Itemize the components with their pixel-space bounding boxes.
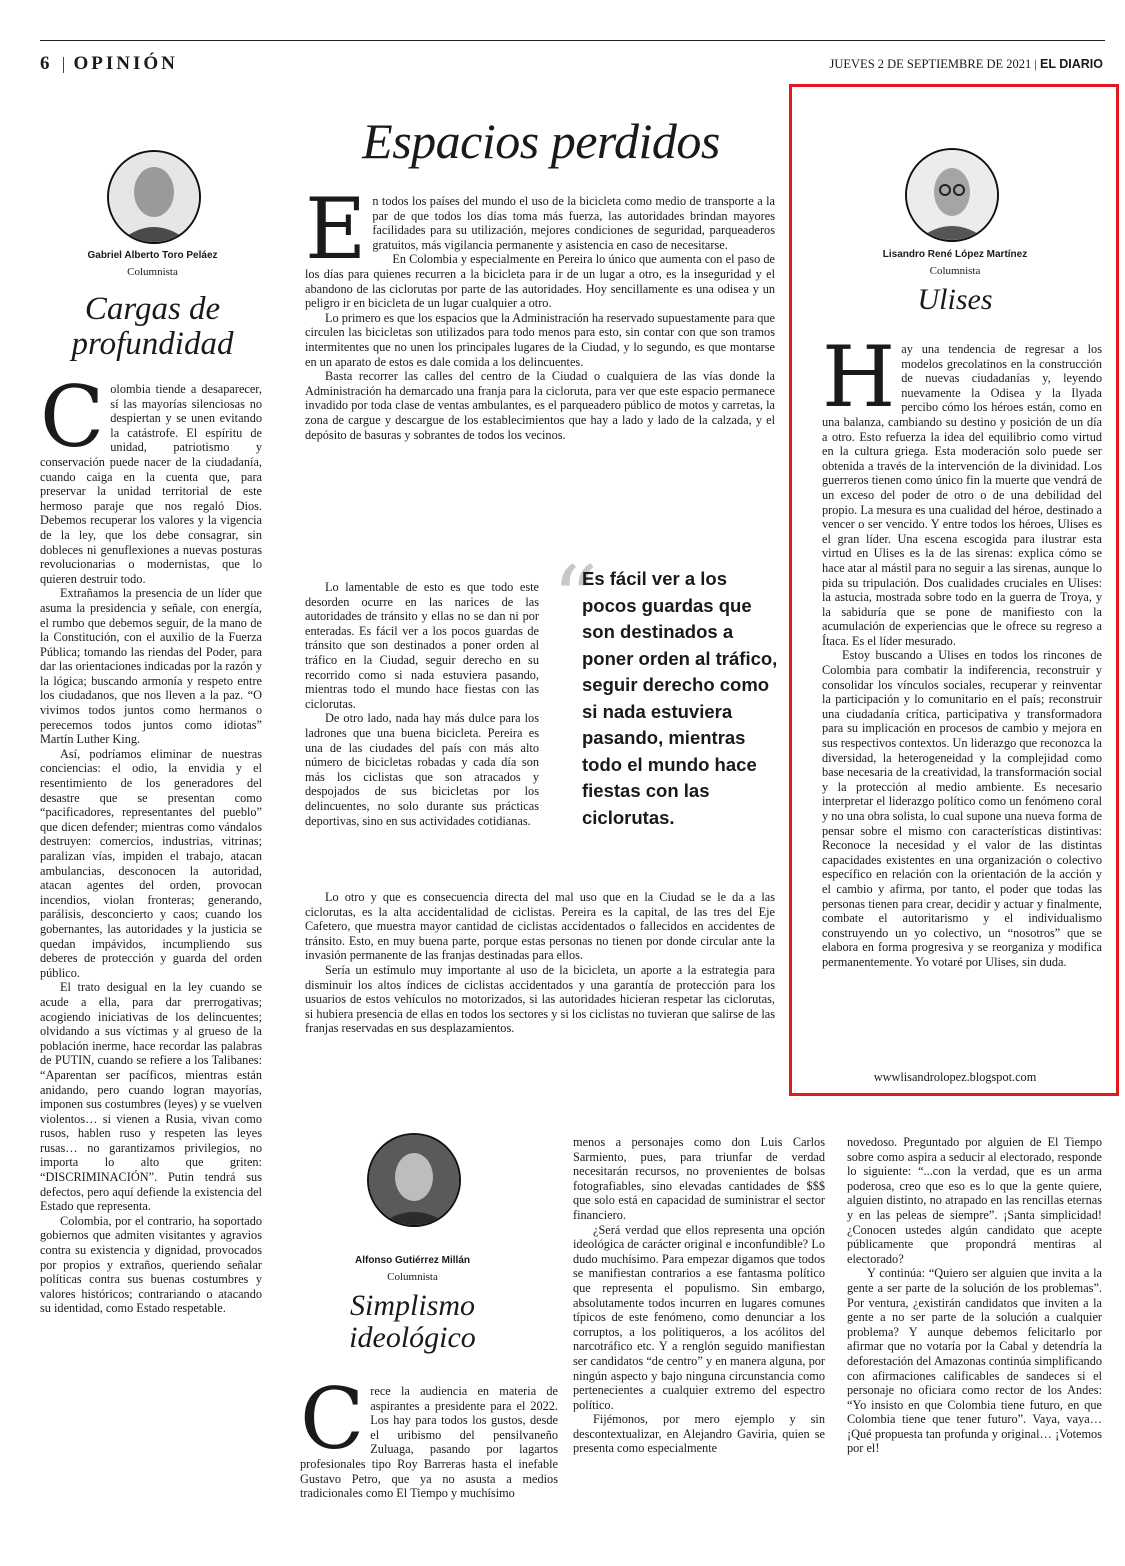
- bottom-article-col3: [847, 1135, 1102, 1456]
- bottom-col1-text: rece la audiencia en materia de aspirantes a presidente para el 2022. Los hay para todos los gustos, desde el uribismo del pensilvaneño Zuluaga, pasando por lagartos profesionales tipo Roy Barreras hasta el inefable Gustavo Petro, que ya no asusta a medios tradicionales como El Tiempo y muchísimo: [300, 1384, 558, 1501]
- column-title-bottom-line1: Simplismo: [349, 1289, 475, 1322]
- newspaper-name: EL DIARIO: [1040, 57, 1103, 71]
- author-role-right: Columnista: [929, 265, 981, 277]
- column-title-bottom-line2: ideológico: [349, 1320, 476, 1354]
- top-rule: [40, 40, 1105, 41]
- bottom-col2-paragraph-1: menos a personajes como don Luis Carlos Sarmiento, pues, para triunfar de verdad necesitarán recursos, no provenientes de bolsas fotografiables, sino elevadas cantidades de $$$ que solo está en capacidad de suministrar el sector financiero.: [573, 1135, 825, 1222]
- main-article-top: [305, 180, 775, 442]
- page-header-left: [40, 53, 178, 75]
- center-paragraph-5: Lo lamentable de esto es que todo este desorden ocurre en las narices de las autoridades de tránsito y ellas no se dan ni por enteradas. Es fácil ver a los pocos guardas de tránsito que son destinados a poner orden al tráfico en la Ciudad, seguir derecho en su recorrido como si nada estuviera pasando, mientras todo el mundo hace fiestas con las ciclorutas.: [305, 580, 539, 711]
- issue-date: JUEVES 2 DE SEPTIEMBRE DE 2021: [829, 57, 1032, 71]
- column-body-left: [40, 368, 262, 1316]
- main-headline: Espacios perdidos: [362, 113, 720, 169]
- author-portrait-icon: [109, 152, 199, 242]
- section-name: OPINIÓN: [73, 53, 178, 74]
- column-title-left-line2: profundidad: [71, 325, 234, 362]
- right-paragraph-1: ay una tendencia de regresar a los modelos grecolatinos en la construcción de nuevas ciudadanías y, leyendo nuevamente la Odisea y la Ilyada percibo cómo los héroes están, como en una balanza, cambiando su destino y posición de un día a otro. Esto refuerza la idea del equilibrio como virtud en la cultura griega. Esta moderación solo puede ser obtenida a través de la intervención de la divinidad. Los guerreros tienen como único fin la muerte que vendrá de un exceso del poder de otro o de una debilidad del propio. La mesura es una cualidad del héroe, destinado a vencer o ser vencido. Y entre todos los héroes, Ulises es el gran líder. Una escena escogida para ilustrar esta virtud en Ulises es la de las sirenas: explica cómo se hace atar al mástil para no seguir a las sirenas, aunque lo pida su tripulación. Dos cualidades cruciales en Ulises: la astucia, mostrada sobre todo en la guerra de Troya, y la sabiduría que se pone de manifiesto con la acumulación de experiencias que le ofrece su regreso a Ítaca. Es el líder mesurado.: [822, 342, 1102, 648]
- bottom-col3-paragraph-1: novedoso. Preguntado por alguien de El Tiempo sobre como aspira a seducir al electorado, responde lo siguiente: “...con la verdad, que es un arma poderosa, creo que eso es lo que la gente quiere, alguien distinto, no atrapado en las rencillas eternas y en las peleas de siempre”. ¡Santa simplicidad! ¿Conocen ustedes algún candidato que acepte públicamente que propondrá mentiras al electorado?: [847, 1135, 1102, 1266]
- author-photo-bottom: [367, 1133, 461, 1227]
- author-role-left: Columnista: [127, 266, 178, 278]
- author-portrait-icon: [907, 150, 997, 240]
- dropcap-center: E: [305, 180, 367, 278]
- author-role-bottom: Columnista: [387, 1271, 438, 1283]
- dropcap-bottom: C: [300, 1370, 365, 1468]
- author-website: wwwlisandrolopez.blogspot.com: [873, 1070, 1037, 1084]
- author-name-right: Lisandro René López Martínez: [882, 249, 1028, 260]
- author-photo-right: [905, 148, 999, 242]
- column-title-bottom: [300, 1290, 525, 1353]
- left-paragraph-2: Extrañamos la presencia de un líder que asuma la presidencia y señale, con energía, el rumbo que debemos seguir, de la mano de la Constitución, con el auxilio de la Fuerza Pública; tomando las riendas del Poder, para dar las orientaciones indicadas por la razón y la lógica; buscando armonía y respeto entre los ciudadanos, que nos lleven a la paz. “O vivimos todos juntos como hermanos o perecemos todos juntos como idiotas” Martín Luther King.: [40, 586, 262, 747]
- dropcap-left: C: [40, 368, 105, 466]
- center-paragraph-8: Sería un estímulo muy importante al uso de la bicicleta, un aporte a la estrategia para disminuir los altos índices de ciclistas accidentados y una garantía de protección para los usuarios de estos vehículos no motorizados, si las autoridades hicieran respetar las ciclorutas, si hubiera presencia de ellas en todos los sectores y si los ciclistas no tuvieran que salirse de las franjas reservadas en sus desplazamientos.: [305, 962, 775, 1036]
- center-paragraph-4: Basta recorrer las calles del centro de la Ciudad o cualquiera de las vías donde la Administración ha demarcado una franja para la cicloruta, para ver que este espacio permanece invadido por toda clase de ventas ambulantes, es el parqueadero público de motos y carretas, la zona de cargue y descargue de los establecimientos que hay a lado y lado de la calzada, y el depósito de basuras y sobrantes de todos los vecinos.: [305, 369, 775, 442]
- left-paragraph-5: Colombia, por el contrario, ha soportado gobiernos que admiten visitantes y agravios contra su existencia y dignidad, provocados por propios y extraños, queriendo señalar políticas contra sus buenas costumbres y valores históricos; contrariando o atacando su identidad, como Estado respetable.: [40, 1213, 262, 1316]
- center-paragraph-7: Lo otro y que es consecuencia directa del mal uso que en la Ciudad se le da a las ciclorutas, es la alta accidentalidad de ciclistas. Pereira es la capital, de las tres del Eje Cafetero, que muestra mayor cantidad de ciclistas accidentados o fallecidos en accidentes de tránsito. Esto, en muy buena parte, porque estas personas no tienen por donde circular ante la invasión permanente de las franjas destinadas para ellos.: [305, 890, 775, 963]
- header-separator: [63, 57, 64, 73]
- page-header-right: JUEVES 2 DE SEPTIEMBRE DE 2021 | EL DIARIO: [829, 57, 1103, 71]
- bottom-col2-paragraph-3: Fijémonos, por mero ejemplo y sin descontextualizar, en Alejandro Gaviria, quien se presenta como especialmente: [573, 1412, 825, 1456]
- column-title-left-line1: Cargas de: [84, 291, 221, 327]
- right-paragraph-2: Estoy buscando a Ulises en todos los rincones de Colombia para combatir la indiferencia, reconstruir y consolidar los vínculos sociales, recuperar y reinventar la participación y lo comunitario en el país; reconstruir una ciudadanía crítica, participativa y transformadora para su implicación en procesos de cambio y mejora en sus respectivos contextos. Un liderazgo que reconozca la diversidad, la heterogeneidad y la complejidad como base necesaria de la creatividad, la transformación social y la protección al medio ambiente. Es necesario interpretar el liderazgo político como un fenómeno coral y no una obra solista, lo cual supone una nueva forma de pensar sobre el mismo con características distintivas: Reconoce la necesidad y el valor de las distintas capacidades existentes en una organización o colectivo específico en relación con la orientación de la acción y el cambio y afirma, por tanto, el poder que todas las personas tienen para crear, decidir y actuar y finalmente, combate el autoritarismo y el individualismo construyendo un yo colectivo, un “nosotros” que se elabora en forma progresiva y se reorganiza y modifica permanentemente. Yo votaré por Ulises, sin duda.: [822, 648, 1102, 969]
- author-name-bottom: Alfonso Gutiérrez Millán: [354, 1255, 470, 1266]
- main-article-narrow: [305, 580, 539, 828]
- column-body-right: [822, 328, 1102, 970]
- column-title-left: [40, 292, 265, 361]
- bottom-col2-paragraph-2: ¿Será verdad que ellos representa una opción ideológica de carácter original e inconfundible? Lo dudo muchísimo. Para empezar digamos que todos se manifiestan contrarios a ese fantasma político que representa el populismo. Sin embargo, absolutamente todos incurren en lugares comunes típicos de este fenómeno, como denunciar a los corruptos, a los politiqueros, a los acólitos del narcotráfico etc. Y a renglón seguido manifiestan ser candidatos “de centro” y en manera alguna, por ningún aspecto y bajo ninguna circunstancia como pertenecientes a cualquier extremo del espectro político.: [573, 1222, 825, 1412]
- center-paragraph-2: En Colombia y especialmente en Pereira lo único que aumenta con el paso de los días para quienes recurren a la bicicleta para ir de un lugar a otro, es la inseguridad y el abandono de las ciclorutas por parte de las autoridades. Hoy sencillamente es una odisea y un peligro ir en bicicleta de un lugar cualquier a otro.: [305, 252, 775, 311]
- author-portrait-icon: [369, 1135, 459, 1225]
- bottom-article-col1: [300, 1370, 558, 1501]
- left-paragraph-1: olombia tiende a desaparecer, sí las mayorías silenciosas no despiertan y se unen evitando la catástrofe. El espíritu de unidad, patriotismo y conservación puede nacer de la ciudadanía, cuando caiga en la cuenta que, para preservar la unidad territorial de este hermoso paraje que nos regaló Dios. Debemos recuperar los valores y la vigencia de la ley, que los debe consagrar, sin dobleces ni genuflexiones a nuevas posturas revolucionarias o modernistas, que lo quieren destruir todo.: [40, 382, 262, 586]
- left-paragraph-4: El trato desigual en la ley cuando se acude a ella, para dar prerrogativas; acogiendo iniciativas de los delincuentes; olvidando a sus víctimas y al grueso de la población inerme, hace recordar las palabras de PUTIN, cuando se refiere a los Talibanes: “Aparentan ser pacíficos, mientras están anidando, pero cuando logran mayorías, imponen sus costumbres (leyes) y se vuelven violentos… si vienen a Rusia, vivan como rusos, hablen ruso y respeten las leyes rusas… no garantizamos privilegios, no importa lo alto que griten: “DISCRIMINACIÓN”. Putin tendrá sus defectos, pero aquí defiende la existencia del Estado que representa.: [40, 980, 262, 1214]
- bottom-col3-paragraph-2: Y continúa: “Quiero ser alguien que invita a la gente a ser parte de la solución de los problemas”. Por ventura, ¿existirán candidatos que inviten a la gente a no ser parte de la solución a cualquier problema? Y aunque debemos felicitarlo por afirmar que no votaría por la Cabal y detendría la deforestación del Amazonas continúa simplificando con afirmaciones calificables de sandeces si el personaje no oficiara como rector de los Andes: “Yo insisto en que Colombia tiene futuro, en que Colombia tiene que tener futuro”. Vaya, vaya…¡Qué propuesta tan profunda y original… ¡Votemos por el!: [847, 1266, 1102, 1456]
- author-photo-left: [107, 150, 201, 244]
- page-number: 6: [40, 53, 53, 74]
- center-paragraph-6: De otro lado, nada hay más dulce para los ladrones que una buena bicicleta. Pereira es una de las ciudades del país con más alto número de bicicletas robadas y cada día son más los ciclistas que son atracados y despojados de sus bicicletas por los delincuentes, no solo durante sus prácticas deportivas, sino en sus actividades cotidianas.: [305, 711, 539, 828]
- pull-quote: Es fácil ver a los pocos guardas que son destinados a poner orden al tráfico, seguir derecho como si nada estuviera pasando, mientras todo el mundo hace fiestas con las ciclorutas.: [582, 568, 778, 828]
- author-name-left: Gabriel Alberto Toro Peláez: [87, 250, 218, 261]
- main-article-bottom: [305, 890, 775, 1036]
- center-paragraph-1: n todos los países del mundo el uso de la bicicleta como medio de transporte a la par de que todos los días toma más fuerza, las autoridades brindan mayores facilidades para su utilización, mejores condiciones de seguridad, parqueaderos gratuitos, más vigilancia permanente y asistencia en caso de necesitarse.: [372, 194, 775, 252]
- column-title-right: Ulises: [917, 283, 993, 316]
- quote-mark-icon: “: [552, 547, 599, 652]
- left-paragraph-3: Así, podríamos eliminar de nuestras conciencias: el odio, la envidia y el resentimiento de los generadores del desastre que se presentan como “pacificadores, representantes del pueblo” que dicen defender; mientras como vándalos destruyen: comercios, industrias, vitrinas; paralizan vías, impiden el trabajo, atacan ambulancias, desconocen la autoridad, atacan agentes del orden, provocan incendios, violan fronteras; generando, parálisis, desconcierto y caos; cuando los gobernantes, las autoridades y la justicia se quedan impávidos, incumpliendo sus deberes de protección y guarda del orden público.: [40, 746, 262, 980]
- bottom-article-col2: [573, 1135, 825, 1456]
- center-paragraph-3: Lo primero es que los espacios que la Administración ha reservado supuestamente para que circulen las bicicletas son utilizados para todo menos para esto, sin contar con que son tramos intermitentes que no unen los principales lugares de la Ciudad, y lo segundo, es que montarse en un aparato de estos es dale comida a los delincuentes.: [305, 310, 775, 369]
- dropcap-right: H: [822, 328, 896, 426]
